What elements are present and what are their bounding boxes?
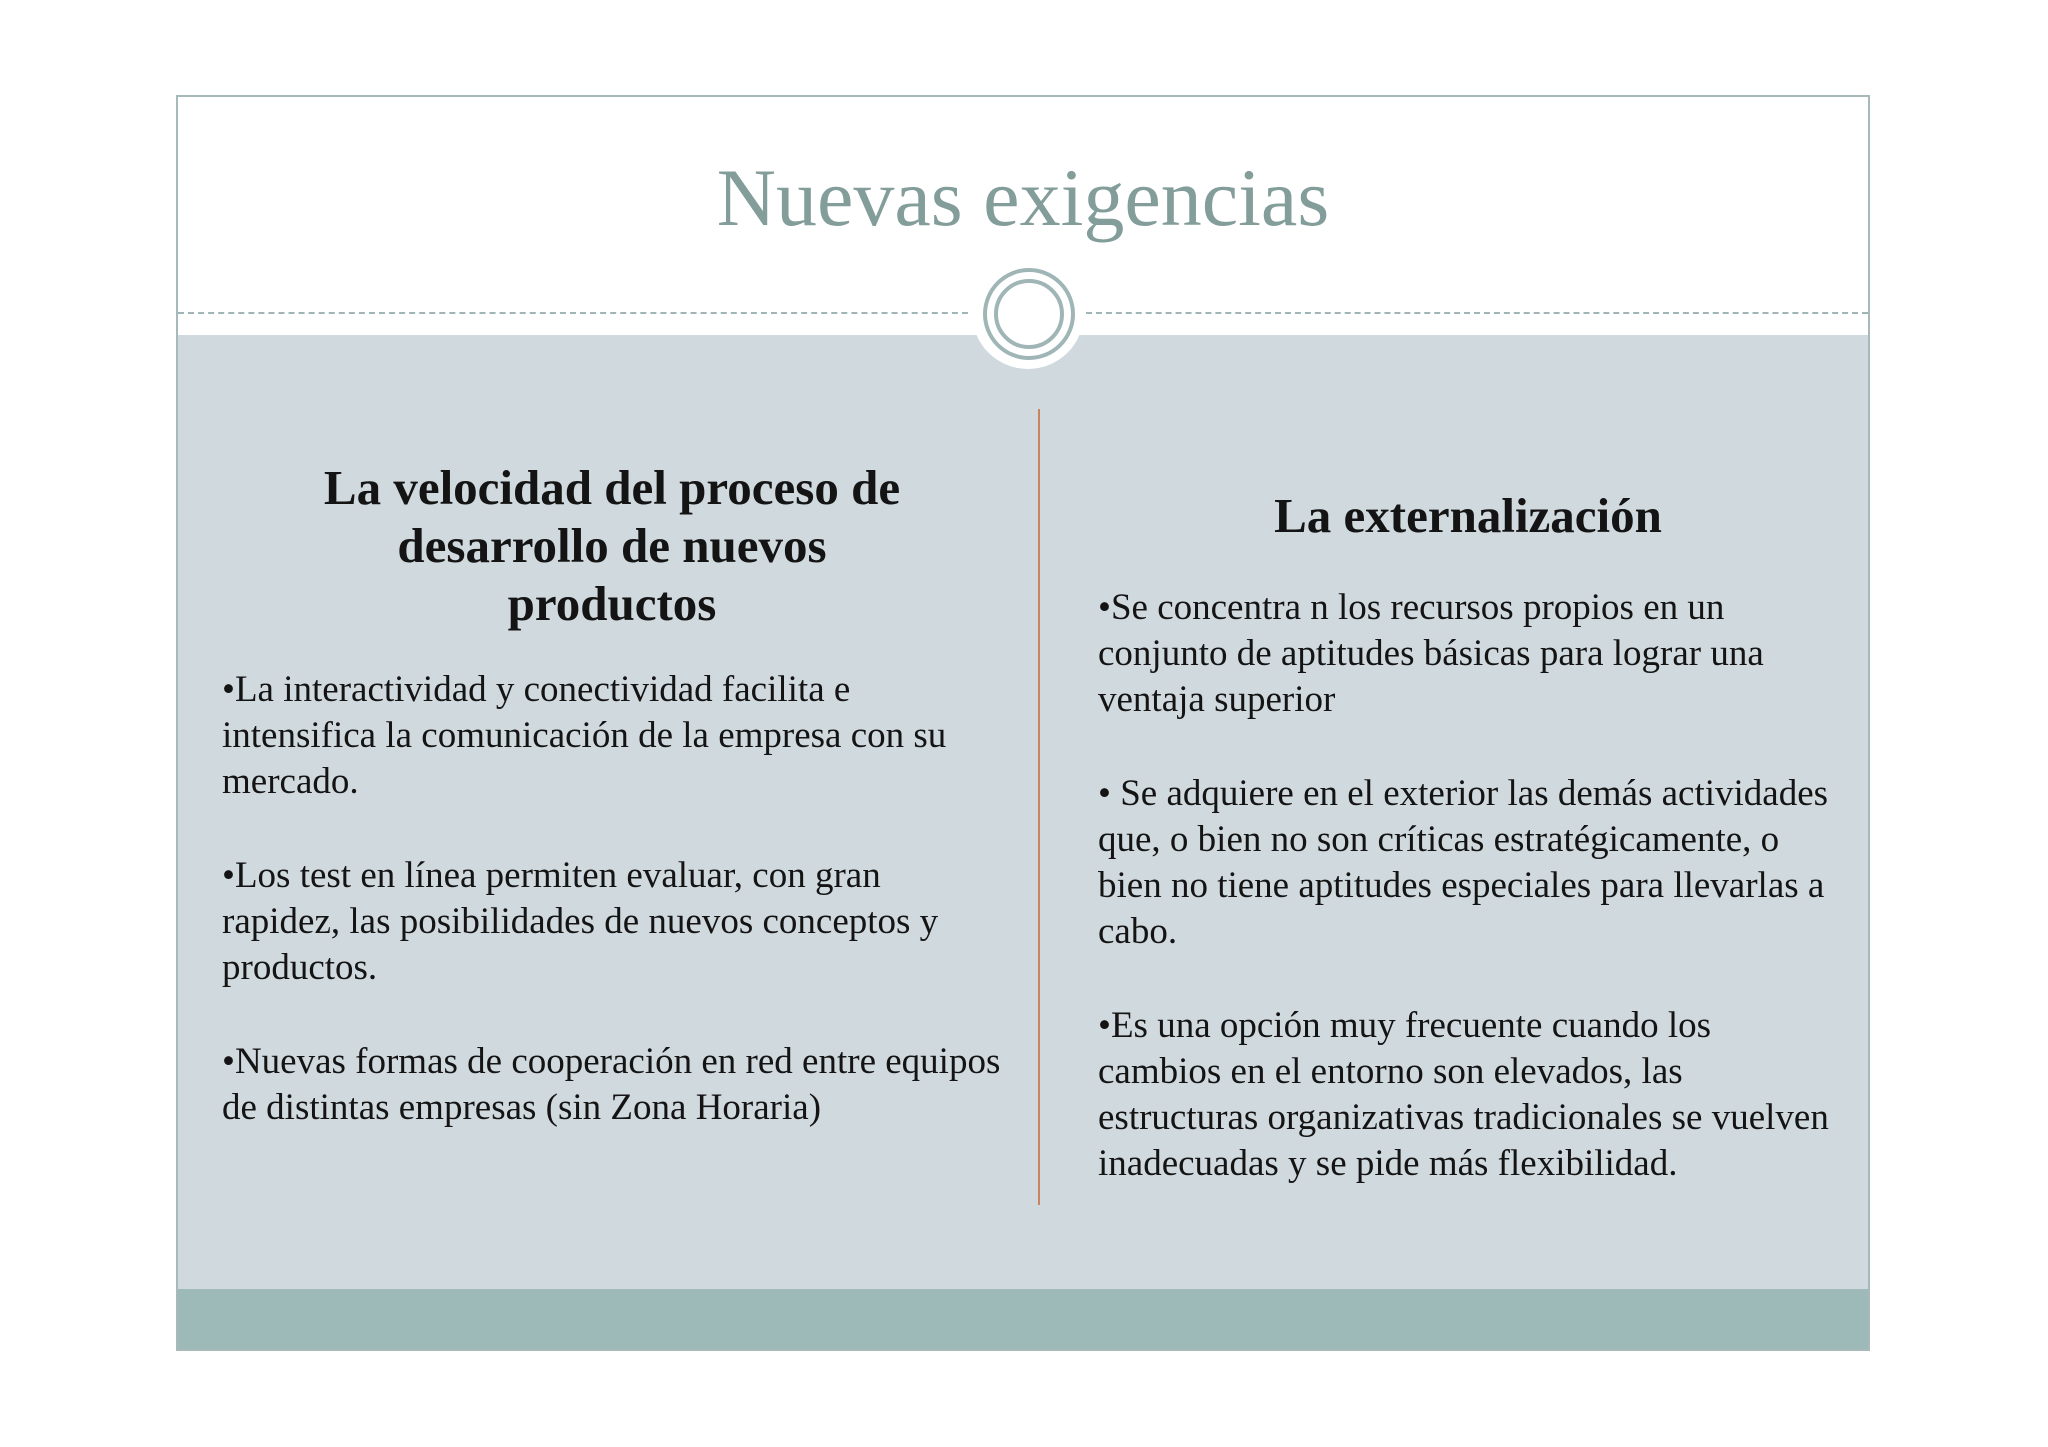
circle-ornament-icon bbox=[972, 257, 1084, 369]
footer-band bbox=[178, 1289, 1868, 1349]
right-column-heading: La externalización bbox=[1274, 488, 1662, 543]
slide-title: Nuevas exigencias bbox=[716, 152, 1330, 243]
right-bullet: • Se adquiere en el exterior las demás actividades que, o bien no son críticas estratégicamente, o bien no tiene aptitudes especiales para llevarlas a cabo. bbox=[1098, 773, 1829, 952]
right-bullet: •Es una opción muy frecuente cuando los cambios en el entorno son elevados, las estructuras organizativas tradicionales se vuelven inadecuadas y se pide más flexibilidad. bbox=[1098, 1005, 1829, 1184]
title-divider-right bbox=[1086, 312, 1868, 314]
slide bbox=[176, 95, 1870, 1351]
left-column bbox=[222, 459, 1002, 1179]
right-bullet: •Se concentra n los recursos propios en un conjunto de aptitudes básicas para lograr una ventaja superior bbox=[1098, 587, 1764, 720]
left-bullet: •Nuevas formas de cooperación en red entre equipos de distintas empresas (sin Zona Horaria) bbox=[222, 1041, 1001, 1128]
left-bullet: •La interactividad y conectividad facilita e intensifica la comunicación de la empresa con su mercado. bbox=[222, 669, 947, 802]
title-divider-left bbox=[178, 312, 978, 314]
column-divider bbox=[1038, 409, 1040, 1205]
right-column bbox=[1098, 487, 1838, 1235]
left-bullet: •Los test en línea permiten evaluar, con gran rapidez, las posibilidades de nuevos conceptos y productos. bbox=[222, 855, 939, 988]
left-column-heading: La velocidad del proceso de desarrollo de nuevos productos bbox=[323, 460, 901, 631]
